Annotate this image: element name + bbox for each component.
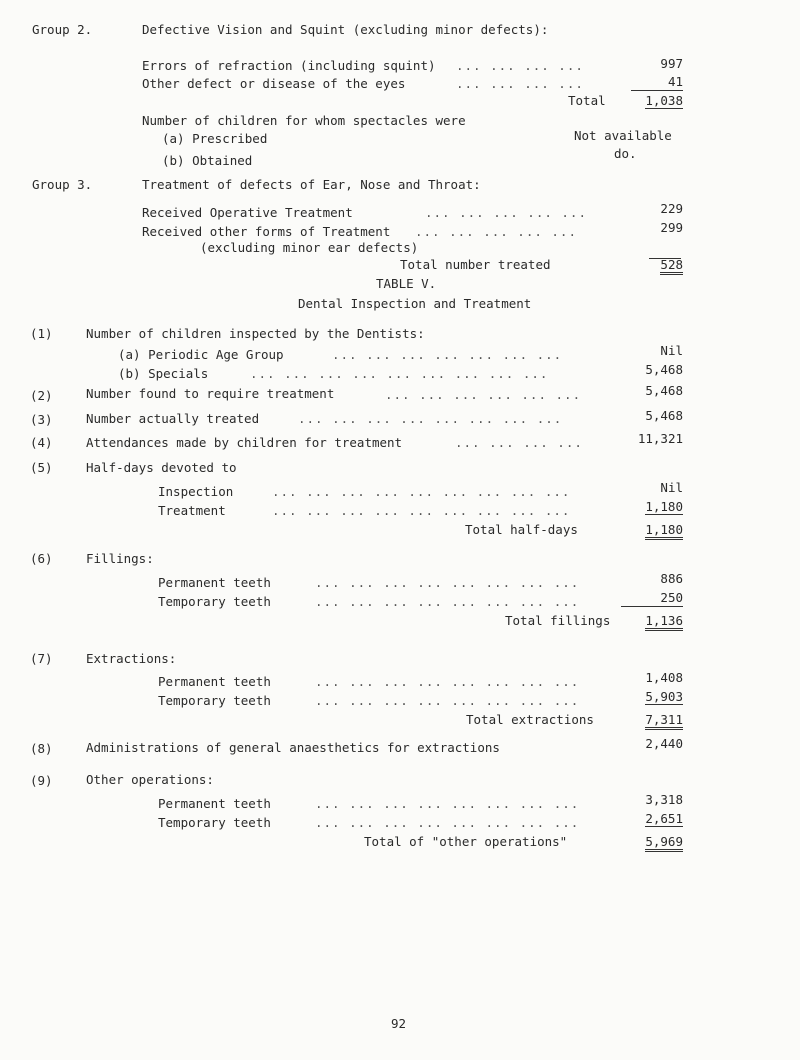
halfdays-total-label: Total half-days [465, 522, 578, 537]
leader-dots: ... ... ... ... ... ... ... ... [315, 674, 580, 689]
leader-dots: ... ... ... ... [456, 58, 584, 73]
group3-heading: Treatment of defects of Ear, Nose and Throat: [142, 177, 481, 192]
prescribed-label: (a) Prescribed [162, 131, 268, 146]
leader-dots: ... ... ... ... ... ... ... ... [315, 796, 580, 811]
operative-value: 229 [660, 201, 683, 216]
group2-total-label: Total [568, 93, 606, 108]
leader-dots: ... ... ... ... ... ... [385, 387, 582, 402]
operative-label: Received Operative Treatment [142, 205, 353, 220]
prescribed-value: Not available [574, 128, 672, 143]
item1-label: Number of children inspected by the Dentists: [86, 326, 425, 341]
leader-dots: ... ... ... ... [455, 435, 583, 450]
obtained-label: (b) Obtained [162, 153, 253, 168]
ent-other-value: 299 [660, 220, 683, 235]
group3-label: Group 3. [32, 177, 93, 192]
item3-label: Number actually treated [86, 411, 260, 426]
page-number: 92 [391, 1016, 407, 1031]
item-number: (5) [30, 460, 53, 475]
extractions-total-label: Total extractions [466, 712, 594, 727]
item-number: (1) [30, 326, 53, 341]
fillings-total-value: 1,136 [563, 613, 683, 629]
ent-other-note: (excluding minor ear defects) [200, 240, 419, 255]
leader-dots: ... ... ... ... ... ... ... ... [315, 575, 580, 590]
fillings-perm-value: 886 [660, 571, 683, 586]
item7-label: Extractions: [86, 651, 177, 666]
other-ops-total-value: 5,969 [563, 834, 683, 850]
item-number: (6) [30, 551, 53, 566]
leader-dots: ... ... ... ... ... [415, 224, 577, 239]
item1a-label: (a) Periodic Age Group [118, 347, 284, 362]
treatment-label: Treatment [158, 503, 226, 518]
item-number: (9) [30, 773, 53, 788]
item-number: (8) [30, 741, 53, 756]
extractions-temp-label: Temporary teeth [158, 693, 271, 708]
leader-dots: ... ... ... ... [456, 76, 584, 91]
treatment-value: 1,180 [645, 499, 683, 514]
refraction-label: Errors of refraction (including squint) [142, 58, 436, 73]
item9-label: Other operations: [86, 772, 214, 787]
table-subtitle: Dental Inspection and Treatment [298, 296, 532, 311]
item4-value: 11,321 [637, 431, 683, 446]
item8-value: 2,440 [645, 736, 683, 751]
group3-total-label: Total number treated [400, 257, 551, 272]
item-number: (7) [30, 651, 53, 666]
item2-value: 5,468 [645, 383, 683, 398]
item5-label: Half-days devoted to [86, 460, 237, 475]
item1b-label: (b) Specials [118, 366, 209, 381]
item6-label: Fillings: [86, 551, 154, 566]
other-ops-total-label: Total of "other operations" [364, 834, 568, 849]
item-number: (2) [30, 388, 53, 403]
leader-dots: ... ... ... ... ... ... ... ... ... [272, 484, 571, 499]
leader-dots: ... ... ... ... ... ... ... ... ... [250, 366, 549, 381]
extractions-temp-value: 5,903 [645, 689, 683, 704]
leader-dots: ... ... ... ... ... ... ... ... [315, 594, 580, 609]
fillings-temp-label: Temporary teeth [158, 594, 271, 609]
extractions-perm-value: 1,408 [645, 670, 683, 685]
group2-heading: Defective Vision and Squint (excluding minor defects): [142, 22, 549, 37]
other-ops-perm-label: Permanent teeth [158, 796, 271, 811]
item3-value: 5,468 [645, 408, 683, 423]
spectacles-heading: Number of children for whom spectacles were [142, 113, 466, 128]
table-title: TABLE V. [376, 276, 437, 291]
leader-dots: ... ... ... ... ... ... ... ... [315, 815, 580, 830]
eye-other-value: 41 [563, 74, 683, 91]
item-number: (3) [30, 412, 53, 427]
inspection-value: Nil [660, 480, 683, 495]
leader-dots: ... ... ... ... ... ... ... ... ... [272, 503, 571, 518]
other-ops-temp-label: Temporary teeth [158, 815, 271, 830]
extractions-total-value: 7,311 [563, 712, 683, 728]
item1b-value: 5,468 [645, 362, 683, 377]
extractions-perm-label: Permanent teeth [158, 674, 271, 689]
fillings-total-label: Total fillings [505, 613, 611, 628]
leader-dots: ... ... ... ... ... [425, 205, 587, 220]
item1a-value: Nil [660, 343, 683, 358]
group3-total-value: 528 [563, 257, 683, 273]
inspection-label: Inspection [158, 484, 234, 499]
item4-label: Attendances made by children for treatment [86, 435, 403, 450]
item-number: (4) [30, 435, 53, 450]
group2-label: Group 2. [32, 22, 93, 37]
item8-label: Administrations of general anaesthetics for extractions [86, 740, 500, 755]
leader-dots: ... ... ... ... ... ... ... ... [315, 693, 580, 708]
halfdays-total-value: 1,180 [563, 522, 683, 538]
leader-dots: ... ... ... ... ... ... ... [332, 347, 563, 362]
other-ops-temp-value: 2,651 [645, 811, 683, 826]
ent-other-label: Received other forms of Treatment [142, 224, 391, 239]
group2-total-value: 1,038 [645, 93, 683, 108]
eye-other-label: Other defect or disease of the eyes [142, 76, 406, 91]
fillings-perm-label: Permanent teeth [158, 575, 271, 590]
leader-dots: ... ... ... ... ... ... ... ... [298, 411, 563, 426]
other-ops-perm-value: 3,318 [645, 792, 683, 807]
fillings-temp-value: 250 [563, 590, 683, 607]
refraction-value: 997 [660, 56, 683, 71]
item2-label: Number found to require treatment [86, 386, 335, 401]
obtained-value: do. [614, 146, 637, 161]
